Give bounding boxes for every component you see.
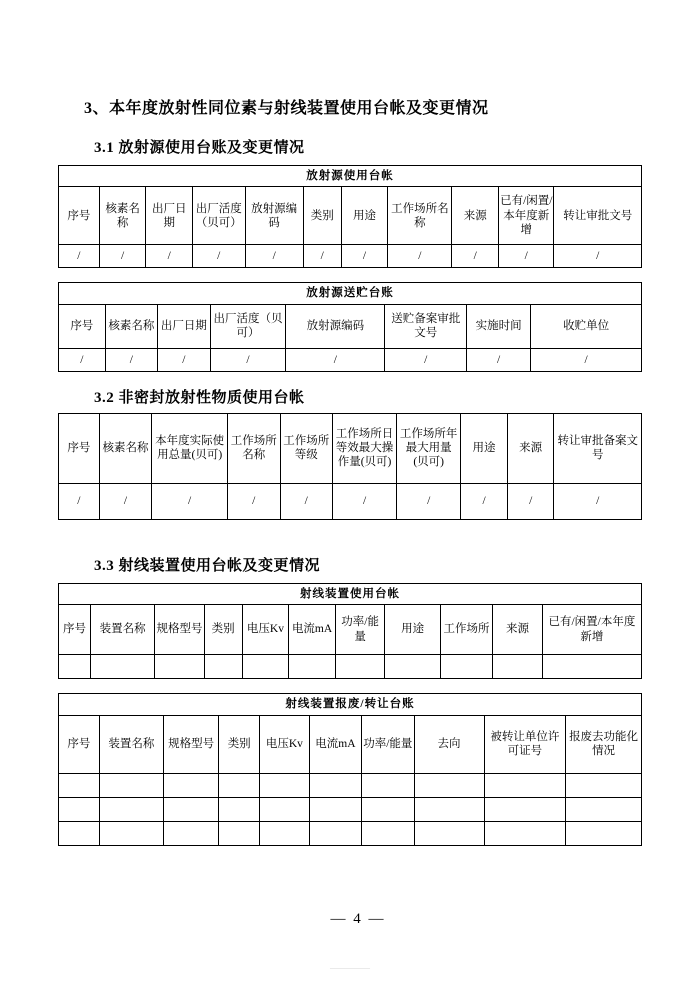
table-row (59, 821, 642, 845)
table-cell (219, 797, 260, 821)
column-header: 报废去功能化情况 (566, 715, 642, 773)
footer-divider: ———— (330, 963, 370, 974)
table-cell: / (228, 483, 280, 519)
column-header: 出厂活度（贝可） (210, 304, 286, 348)
table-cell (163, 821, 218, 845)
table-title: 放射源送贮台账 (59, 283, 642, 304)
column-header: 工作场所 (440, 605, 492, 655)
table-row (59, 655, 642, 679)
column-header: 电流mA (309, 715, 361, 773)
table-cell: / (280, 483, 332, 519)
table-cell (260, 821, 310, 845)
table-cell (385, 655, 440, 679)
table-row (59, 483, 642, 519)
column-header: 核素名称 (99, 413, 151, 483)
column-header: 电压Kv (260, 715, 310, 773)
table-cell: / (193, 245, 245, 268)
column-header: 功率/能量 (335, 605, 385, 655)
column-header: 转让审批备案文号 (554, 413, 642, 483)
column-header: 来源 (452, 187, 499, 245)
table-cell (309, 797, 361, 821)
section-3-1-heading: 3.1 放射源使用台账及变更情况 (94, 140, 305, 156)
column-header: 已有/闲置/本年度新增 (542, 605, 641, 655)
table-cell (542, 655, 641, 679)
column-header: 序号 (59, 715, 100, 773)
column-header: 用途 (461, 413, 508, 483)
column-header: 序号 (59, 304, 106, 348)
table-cell (163, 797, 218, 821)
table-row (59, 773, 642, 797)
column-header: 核素名称 (99, 187, 146, 245)
column-header: 电压Kv (242, 605, 289, 655)
table-cell (163, 773, 218, 797)
table-cell (414, 797, 484, 821)
column-header: 规格型号 (163, 715, 218, 773)
table-cell: / (332, 483, 396, 519)
radiation-source-usage-ledger-table (58, 165, 642, 268)
table-cell: / (554, 245, 642, 268)
table-cell (566, 797, 642, 821)
table-title: 射线装置报废/转让台账 (59, 694, 642, 715)
table-cell: / (245, 245, 303, 268)
table-cell: / (286, 348, 385, 371)
table-cell (260, 773, 310, 797)
column-header: 工作场所等级 (280, 413, 332, 483)
table-cell (566, 773, 642, 797)
table-cell (414, 773, 484, 797)
table-cell (242, 655, 289, 679)
column-header: 类别 (303, 187, 341, 245)
table-cell (155, 655, 205, 679)
column-header: 收贮单位 (531, 304, 642, 348)
table-cell (59, 773, 100, 797)
column-header: 转让审批文号 (554, 187, 642, 245)
column-header: 出厂日期 (158, 304, 210, 348)
section-3-3-heading: 3.3 射线装置使用台帐及变更情况 (94, 557, 321, 574)
table-cell (335, 655, 385, 679)
table-cell: / (152, 483, 228, 519)
table-cell (260, 797, 310, 821)
table-row (59, 348, 642, 371)
table-cell (362, 797, 414, 821)
column-header: 装置名称 (99, 715, 163, 773)
table-cell: / (507, 483, 554, 519)
section-3-2-heading: 3.2 非密封放射性物质使用台帐 (94, 389, 305, 406)
table-cell: / (452, 245, 499, 268)
table-cell: / (388, 245, 452, 268)
table-cell: / (99, 245, 146, 268)
table-cell (309, 773, 361, 797)
column-header: 工作场所日等效最大操作量(贝可) (332, 413, 396, 483)
table-cell (99, 821, 163, 845)
column-header: 送贮备案审批文号 (385, 304, 467, 348)
column-header: 核素名称 (105, 304, 157, 348)
table-cell (91, 655, 155, 679)
table-cell (484, 773, 566, 797)
table-cell (362, 773, 414, 797)
table-row (59, 797, 642, 821)
column-header: 电流mA (289, 605, 336, 655)
table-cell (414, 821, 484, 845)
column-header: 用途 (341, 187, 388, 245)
column-header: 放射源编码 (245, 187, 303, 245)
column-header: 序号 (59, 605, 91, 655)
table-cell: / (303, 245, 341, 268)
table-cell: / (146, 245, 193, 268)
radiation-source-storage-ledger-table (58, 282, 642, 371)
column-header: 装置名称 (91, 605, 155, 655)
table-cell: / (210, 348, 286, 371)
column-header: 来源 (507, 413, 554, 483)
column-header: 出厂日期 (146, 187, 193, 245)
table-cell (219, 821, 260, 845)
column-header: 放射源编码 (286, 304, 385, 348)
table-cell (484, 821, 566, 845)
table-title: 放射源使用台帐 (59, 166, 642, 187)
unsealed-radioactive-material-ledger-table (58, 413, 642, 520)
column-header: 序号 (59, 413, 100, 483)
ray-device-usage-ledger-table (58, 583, 642, 679)
table-cell (309, 821, 361, 845)
table-cell: / (105, 348, 157, 371)
column-header: 功率/能量 (362, 715, 414, 773)
table-cell (219, 773, 260, 797)
table-row (59, 245, 642, 268)
column-header: 出厂活度（贝可） (193, 187, 245, 245)
column-header: 类别 (204, 605, 242, 655)
table-cell: / (341, 245, 388, 268)
table-cell: / (99, 483, 151, 519)
table-cell: / (397, 483, 461, 519)
table-title: 射线装置使用台帐 (59, 583, 642, 604)
table-cell (204, 655, 242, 679)
table-cell (484, 797, 566, 821)
table-cell (99, 797, 163, 821)
column-header: 工作场所名称 (388, 187, 452, 245)
column-header: 实施时间 (467, 304, 531, 348)
column-header: 类别 (219, 715, 260, 773)
column-header: 工作场所年最大用量(贝可) (397, 413, 461, 483)
table-cell: / (554, 483, 642, 519)
column-header: 本年度实际使用总量(贝可) (152, 413, 228, 483)
table-cell (59, 797, 100, 821)
column-header: 被转让单位许可证号 (484, 715, 566, 773)
table-cell (59, 821, 100, 845)
table-cell (99, 773, 163, 797)
table-cell (289, 655, 336, 679)
column-header: 工作场所名称 (228, 413, 280, 483)
table-cell: / (531, 348, 642, 371)
table-cell (440, 655, 492, 679)
table-cell: / (59, 245, 100, 268)
table-cell: / (385, 348, 467, 371)
column-header: 已有/闲置/本年度新增 (499, 187, 554, 245)
table-cell: / (467, 348, 531, 371)
table-cell: / (59, 348, 106, 371)
page-number: — 4 — (330, 911, 386, 927)
table-cell (59, 655, 91, 679)
ray-device-scrap-transfer-ledger-table (58, 693, 642, 845)
table-cell: / (59, 483, 100, 519)
column-header: 来源 (493, 605, 543, 655)
column-header: 序号 (59, 187, 100, 245)
table-cell (362, 821, 414, 845)
column-header: 规格型号 (155, 605, 205, 655)
table-cell: / (158, 348, 210, 371)
table-cell: / (461, 483, 508, 519)
table-cell: / (499, 245, 554, 268)
column-header: 去向 (414, 715, 484, 773)
table-cell (566, 821, 642, 845)
table-cell (493, 655, 543, 679)
page-title: 3、本年度放射性同位素与射线装置使用台帐及变更情况 (84, 100, 489, 117)
column-header: 用途 (385, 605, 440, 655)
